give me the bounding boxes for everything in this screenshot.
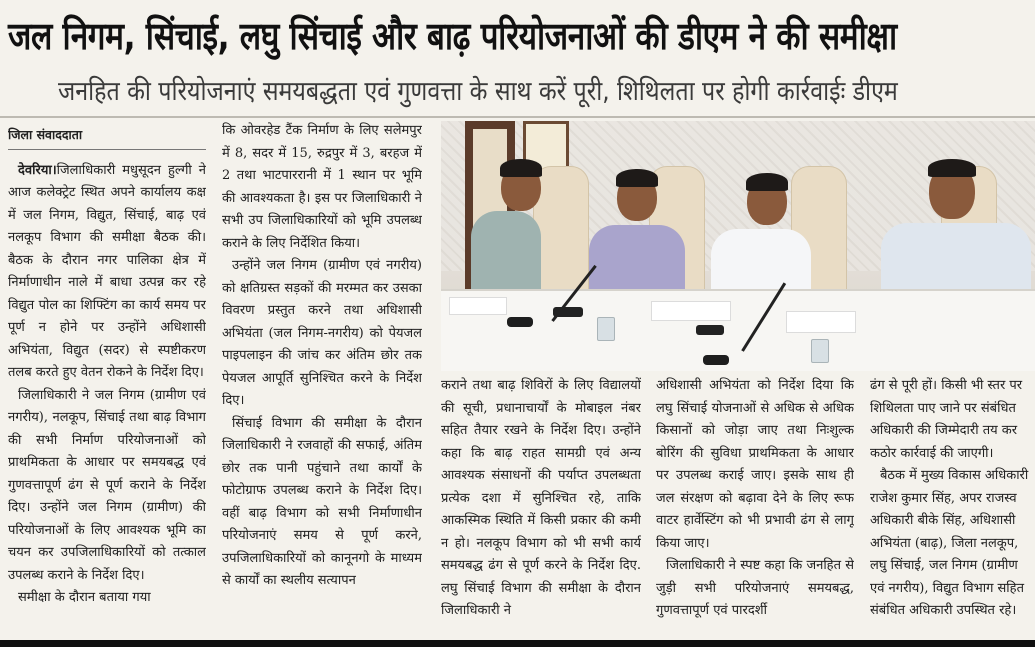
article-paragraph: उन्होंने जल निगम (ग्रामीण एवं नगरीय) को क्षतिग्रस्त सड़कों की मरम्मत कर उसका विवरण प्रस्तुत करने तथा अधिशासी अभियंता (जल निगम-नगरीय) को पेयजल पाइपलाइन की जांच कर अंतिम छोर तक पेयजल आपूर्ति सुनिश्चित करने के निर्देश दिए। bbox=[222, 258, 422, 408]
paragraph-text: जिलाधिकारी मधुसूदन हुल्गी ने आज कलेक्ट्रेट स्थित अपने कार्यालय कक्ष में जल निगम, विद्युत, सिंचाई, बाढ़ एवं नलकूप विभाग की समीक्षा बैठक की। बैठक के दौरान नगर पालिका क्षेत्र में निर्माणाधीन नाले में बाधा उत्पन्न कर रहे विद्युत पोल का शिफ्टिंग का कार्य समय पर पूर्ण न होने पर उन्होंने अधिशासी अभियंता, विद्युत (सदर) से स्पष्टीकरण तलब करते हुए वेतन रोकने के निर्देश दिए। bbox=[8, 162, 206, 380]
photo-phone bbox=[696, 325, 724, 335]
meeting-photo bbox=[441, 121, 1035, 371]
article-paragraph: बैठक में मुख्य विकास अधिकारी राजेश कुमार सिंह, अपर राजस्व अधिकारी बीके सिंह, अधिशासी अभियंता (बाढ़), जिला नलकूप, लघु सिंचाई, जल निगम (ग्रामीण एवं नगरीय), विद्युत विभाग सहित संबंधित अधिकारी उपस्थित रहे। bbox=[870, 468, 1029, 618]
photo-paper bbox=[651, 301, 731, 321]
article-paragraph: कि ओवरहेड टैंक निर्माण के लिए सलेमपुर में 8, सदर में 15, रुद्रपुर में 3, बरहज में 2 तथा भाटपाररानी में 1 स्थान पर भूमि की आवश्यकता है। इस पर जिलाधिकारी ने सभी उप जिलाधिकारियों को भूमि उपलब्ध कराने के लिए निर्देशित किया। bbox=[222, 123, 422, 251]
article-column-4 bbox=[656, 375, 854, 640]
photo-microphone-base bbox=[703, 355, 729, 365]
headline: जल निगम, सिंचाई, लघु सिंचाई और बाढ़ परियोजनाओं की डीएम ने की समीक्षा bbox=[8, 14, 897, 58]
article-paragraph bbox=[8, 160, 206, 385]
article-column-1 bbox=[8, 120, 206, 640]
article-column-5 bbox=[870, 375, 1035, 640]
bottom-edge-bar bbox=[0, 640, 1035, 647]
photo-paper bbox=[786, 311, 856, 333]
article-column-3 bbox=[441, 375, 641, 640]
article-paragraph: कराने तथा बाढ़ शिविरों के लिए विद्यालयों की सूची, प्रधानाचार्यों के मोबाइल नंबर सहित तैयार रखने के निर्देश दिए। उन्होंने कहा कि बाढ़ राहत सामग्री एवं अन्य आवश्यक संसाधनों की पर्याप्त उपलब्धता प्रत्येक दशा में सुनिश्चित रहे, ताकि आकस्मिक स्थिति में किसी प्रकार की कमी न हो। नलकूप विभाग को भी सभी कार्य समयबद्ध ढंग से पूर्ण करने के निर्देश दिए. लघु सिंचाई विभाग की समीक्षा के दौरान जिलाधिकारी ने bbox=[441, 378, 641, 618]
photo-glass bbox=[811, 339, 829, 363]
dateline: देवरिया। bbox=[18, 162, 57, 178]
photo-table bbox=[441, 289, 1035, 371]
divider-rule bbox=[0, 116, 1035, 118]
subheadline: जनहित की परियोजनाएं समयबद्धता एवं गुणवत्ता के साथ करें पूरी, शिथिलता पर होगी कार्रवाईः डीएम bbox=[58, 76, 898, 107]
article-paragraph: अधिशासी अभियंता को निर्देश दिया कि लघु सिंचाई योजनाओं से अधिक से अधिक किसानों को जोड़ा जाए तथा निःशुल्क बोरिंग की सुविधा प्राथमिकता के आधार पर उपलब्ध कराई जाए। इसके साथ ही जल संरक्षण को बढ़ावा देने के लिए रूफ वाटर हार्वेस्टिंग को भी प्रभावी ढंग से लागू किया जाए। bbox=[656, 378, 854, 551]
article-paragraph: जिलाधिकारी ने स्पष्ट कहा कि जनहित से जुड़ी सभी परियोजनाएं समयबद्ध, गुणवत्तापूर्ण एवं पारदर्शी bbox=[656, 558, 854, 618]
article-column-2 bbox=[222, 120, 422, 640]
article-paragraph: जिलाधिकारी ने जल निगम (ग्रामीण एवं नगरीय), नलकूप, सिंचाई तथा बाढ़ विभाग की सभी निर्माण परियोजनाओं को प्राथमिकता के आधार पर समयबद्ध एवं गुणवत्तापूर्ण ढंग से पूर्ण कराने के निर्देश दिए। उन्होंने जल निगम (ग्रामीण) की परियोजनाओं के लिए आवश्यक भूमि का चयन कर उपजिलाधिकारियों को तत्काल उपलब्ध कराने के निर्देश दिए। bbox=[8, 387, 206, 583]
byline: जिला संवाददाता bbox=[8, 124, 206, 150]
article-paragraph: समीक्षा के दौरान बताया गया bbox=[18, 590, 151, 605]
photo-microphone-base bbox=[507, 317, 533, 327]
article-paragraph: सिंचाई विभाग की समीक्षा के दौरान जिलाधिकारी ने रजवाहों की सफाई, अंतिम छोर तक पानी पहुंचाने तथा कार्यों के फोटोग्राफ उपलब्ध कराने के निर्देश दिए। वहीं बाढ़ विभाग को सभी निर्माणाधीन परियोजनाएं समय से पूर्ण करने, उपजिलाधिकारियों को कानूनगो के माध्यम से कार्यों का स्थलीय सत्यापन bbox=[222, 415, 422, 588]
photo-glass bbox=[597, 317, 615, 341]
article-paragraph: ढंग से पूरी हों। किसी भी स्तर पर शिथिलता पाए जाने पर संबंधित अधिकारी की जिम्मेदारी तय कर कठोर कार्रवाई की जाएगी। bbox=[870, 378, 1023, 461]
photo-paper bbox=[449, 297, 507, 315]
